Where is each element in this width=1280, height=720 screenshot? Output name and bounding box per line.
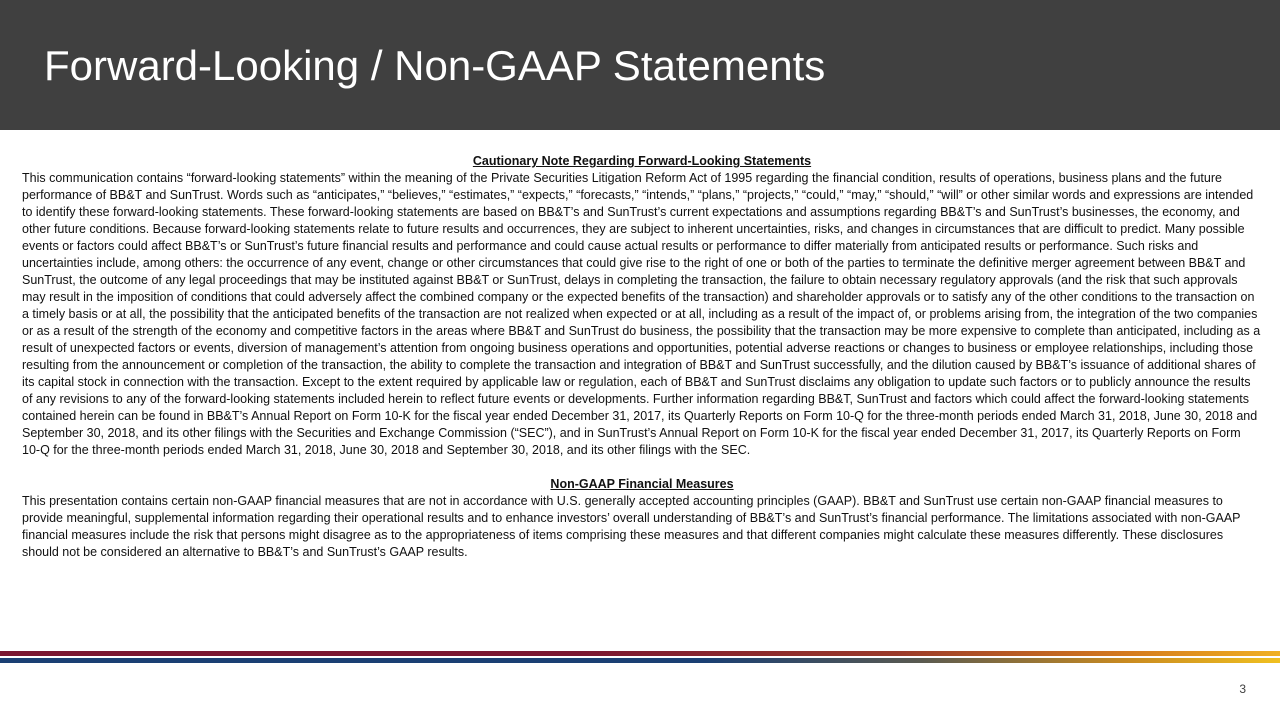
- footer-stripe-navy: [0, 658, 1280, 663]
- non-gaap-heading: Non-GAAP Financial Measures: [550, 477, 734, 491]
- cautionary-note-body: This communication contains “forward-looking statements” within the meaning of the Private Securities Litigation Reform Act of 1995 regarding the financial condition, results of operations, business plans and the future performance of BB&T and SunTrust. Words such as “anticipates,” “believes,” “estimates,” “expects,” “forecasts,” “intends,” “plans,” “projects,” “could,” “may,” “should,” “will” or other similar words and expressions are intended to identify these forward-looking statements. These forward-looking statements are based on BB&T’s and SunTrust’s current expectations and assumptions regarding BB&T’s and SunTrust’s businesses, the economy, and other future conditions. Because forward-looking statements relate to future results and occurrences, they are subject to inherent uncertainties, risks, and changes in circumstances that are difficult to predict. Many possible events or factors could affect BB&T’s or SunTrust’s future financial results and performance and could cause actual results or performance to differ materially from anticipated results or performance. Such risks and uncertainties include, among others: the occurrence of any event, change or other circumstances that could give rise to the right of one or both of the parties to terminate the definitive merger agreement between BB&T and SunTrust, the outcome of any legal proceedings that may be instituted against BB&T or SunTrust, delays in completing the transaction, the failure to obtain necessary regulatory approvals (and the risk that such approvals may result in the imposition of conditions that could adversely affect the combined company or the expected benefits of the transaction) and shareholder approvals or to satisfy any of the other conditions to the transaction on a timely basis or at all, the possibility that the anticipated benefits of the transaction are not realized when expected or at all, including as a result of the impact of, or problems arising from, the integration of the two companies or as a result of the strength of the economy and competitive factors in the areas where BB&T and SunTrust do business, the possibility that the transaction may be more expensive to complete than anticipated, including as a result of unexpected factors or events, diversion of management’s attention from ongoing business operations and opportunities, potential adverse reactions or changes to business or employee relationships, including those resulting from the announcement or completion of the transaction, the ability to complete the transaction and integration of BB&T and SunTrust successfully, and the dilution caused by BB&T’s issuance of additional shares of its capital stock in connection with the transaction. Except to the extent required by applicable law or regulation, each of BB&T and SunTrust disclaims any obligation to update such factors or to publicly announce the results of any revisions to any of the forward-looking statements included herein to reflect future events or developments. Further information regarding BB&T, SunTrust and factors which could affect the forward-looking statements contained herein can be found in BB&T’s Annual Report on Form 10-K for the fiscal year ended December 31, 2017, its Quarterly Reports on Form 10-Q for the three-month periods ended March 31, 2018, June 30, 2018 and September 30, 2018, and its other filings with the Securities and Exchange Commission (“SEC”), and in SunTrust’s Annual Report on Form 10-K for the fiscal year ended December 31, 2017, its Quarterly Reports on Form 10-Q for the three-month periods ended March 31, 2018, June 30, 2018 and September 30, 2018, and its other filings with the SEC.: [22, 171, 1261, 457]
- section-spacer: [22, 459, 1262, 476]
- page-number: 3: [1239, 682, 1246, 696]
- cautionary-note-heading: Cautionary Note Regarding Forward-Looking Statements: [472, 154, 812, 168]
- footer-stripe-maroon: [0, 651, 1280, 656]
- slide-title: Forward-Looking / Non-GAAP Statements: [44, 42, 826, 89]
- slide-content: [22, 153, 1262, 561]
- header-bar: [0, 0, 1280, 130]
- non-gaap-body: This presentation contains certain non-GAAP financial measures that are not in accordance with U.S. generally accepted accounting principles (GAAP). BB&T and SunTrust use certain non-GAAP financial measures to provide meaningful, supplemental information regarding their operational results and to enhance investors’ overall understanding of BB&T’s and SunTrust’s financial performance. The limitations associated with non-GAAP financial measures include the risk that persons might disagree as to the appropriateness of items comprising these measures and that different companies might calculate these measures differently. These disclosures should not be considered an alternative to BB&T’s and SunTrust’s GAAP results.: [22, 494, 1241, 559]
